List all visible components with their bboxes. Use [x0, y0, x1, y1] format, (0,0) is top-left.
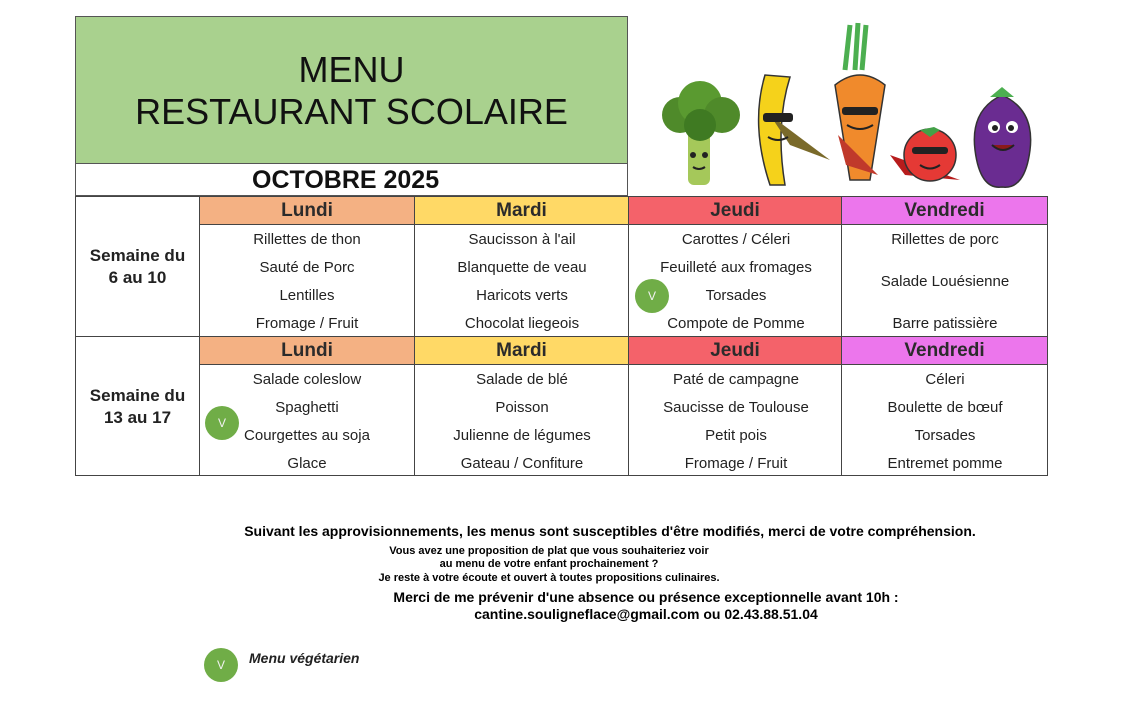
dish: Entremet pomme	[887, 455, 1003, 472]
dish: Salade Louésienne	[880, 273, 1010, 290]
dish: Fromage / Fruit	[684, 455, 788, 472]
day-header-lundi: Lundi	[200, 337, 415, 365]
week-label-line1: Semaine du	[89, 386, 186, 405]
dish: Carottes / Céleri	[681, 231, 791, 248]
tomato-character-icon	[890, 127, 960, 181]
dish: Torsades	[705, 287, 767, 304]
day-header-jeudi: Jeudi	[629, 197, 842, 225]
dish: Poisson	[495, 399, 549, 416]
dish: Chocolat liegeois	[464, 315, 580, 332]
broccoli-character-icon	[662, 81, 740, 185]
week-label	[76, 337, 200, 475]
day-header-jeudi: Jeudi	[629, 337, 842, 365]
dish: Courgettes au soja	[244, 427, 370, 444]
dish: Gateau / Confiture	[460, 455, 584, 472]
vegetarian-legend-icon: V	[204, 648, 238, 682]
week-label-line2: 13 au 17	[103, 408, 172, 427]
dish: Feuilleté aux fromages	[660, 259, 812, 276]
dish: Lentilles	[279, 287, 335, 304]
day-header-vendredi: Vendredi	[842, 337, 1047, 365]
dish: Salade de blé	[476, 371, 568, 388]
suggestion-note-line1: Vous avez une proposition de plat que vous souhaiteriez voir	[389, 545, 709, 557]
modification-notice: Suivant les approvisionnements, les menus sont susceptibles d'être modifiés, merci de votre compréhension.	[244, 523, 976, 539]
vegetarian-legend-label: Menu végétarien	[249, 650, 360, 666]
dish: Rillettes de porc	[891, 231, 999, 248]
vegetable-characters-illustration	[650, 15, 1045, 195]
day-header-mardi: Mardi	[415, 337, 629, 365]
menu-title-box	[75, 16, 628, 164]
day-header-lundi: Lundi	[200, 197, 415, 225]
month-box	[75, 164, 628, 196]
dish: Barre patissière	[892, 315, 998, 332]
suggestion-note-line3: Je reste à votre écoute et ouvert à toutes propositions culinaires.	[378, 572, 720, 584]
dish: Fromage / Fruit	[255, 315, 359, 332]
banana-character-icon	[759, 75, 830, 185]
vegetarian-marker-icon: V	[205, 406, 239, 440]
week-label-line2: 6 au 10	[108, 268, 167, 287]
menu-grid	[75, 196, 1048, 476]
week-label-line1: Semaine du	[89, 246, 186, 265]
title-menu: MENU	[298, 49, 405, 90]
day-header-vendredi: Vendredi	[842, 197, 1047, 225]
week-label	[76, 197, 200, 337]
dish: Spaghetti	[275, 399, 339, 416]
dish: Compote de Pomme	[667, 315, 805, 332]
title-restaurant-scolaire: RESTAURANT SCOLAIRE	[135, 91, 568, 132]
dish: Petit pois	[705, 427, 767, 444]
vegetarian-marker-icon: V	[635, 279, 669, 313]
month-label: OCTOBRE 2025	[252, 166, 440, 194]
dish: Glace	[287, 455, 327, 472]
dish: Salade coleslow	[252, 371, 362, 388]
dish: Haricots verts	[476, 287, 568, 304]
dish: Paté de campagne	[673, 371, 799, 388]
contact-info: cantine.souligneflace@gmail.com ou 02.43.88.51.04	[474, 606, 818, 622]
eggplant-character-icon	[974, 87, 1030, 187]
dish: Torsades	[914, 427, 976, 444]
day-header-mardi: Mardi	[415, 197, 629, 225]
dish: Julienne de légumes	[453, 427, 591, 444]
absence-notice: Merci de me prévenir d'une absence ou présence exceptionnelle avant 10h :	[393, 589, 899, 605]
dish: Blanquette de veau	[457, 259, 587, 276]
dish: Saucisson à l'ail	[468, 231, 576, 248]
dish: Céleri	[925, 371, 965, 388]
dish: Rillettes de thon	[253, 231, 361, 248]
carrot-character-icon	[835, 23, 885, 180]
dish: Sauté de Porc	[259, 259, 355, 276]
dish: Boulette de bœuf	[887, 399, 1003, 416]
dish: Saucisse de Toulouse	[663, 399, 809, 416]
suggestion-note-line2: au menu de votre enfant prochainement ?	[439, 558, 659, 570]
